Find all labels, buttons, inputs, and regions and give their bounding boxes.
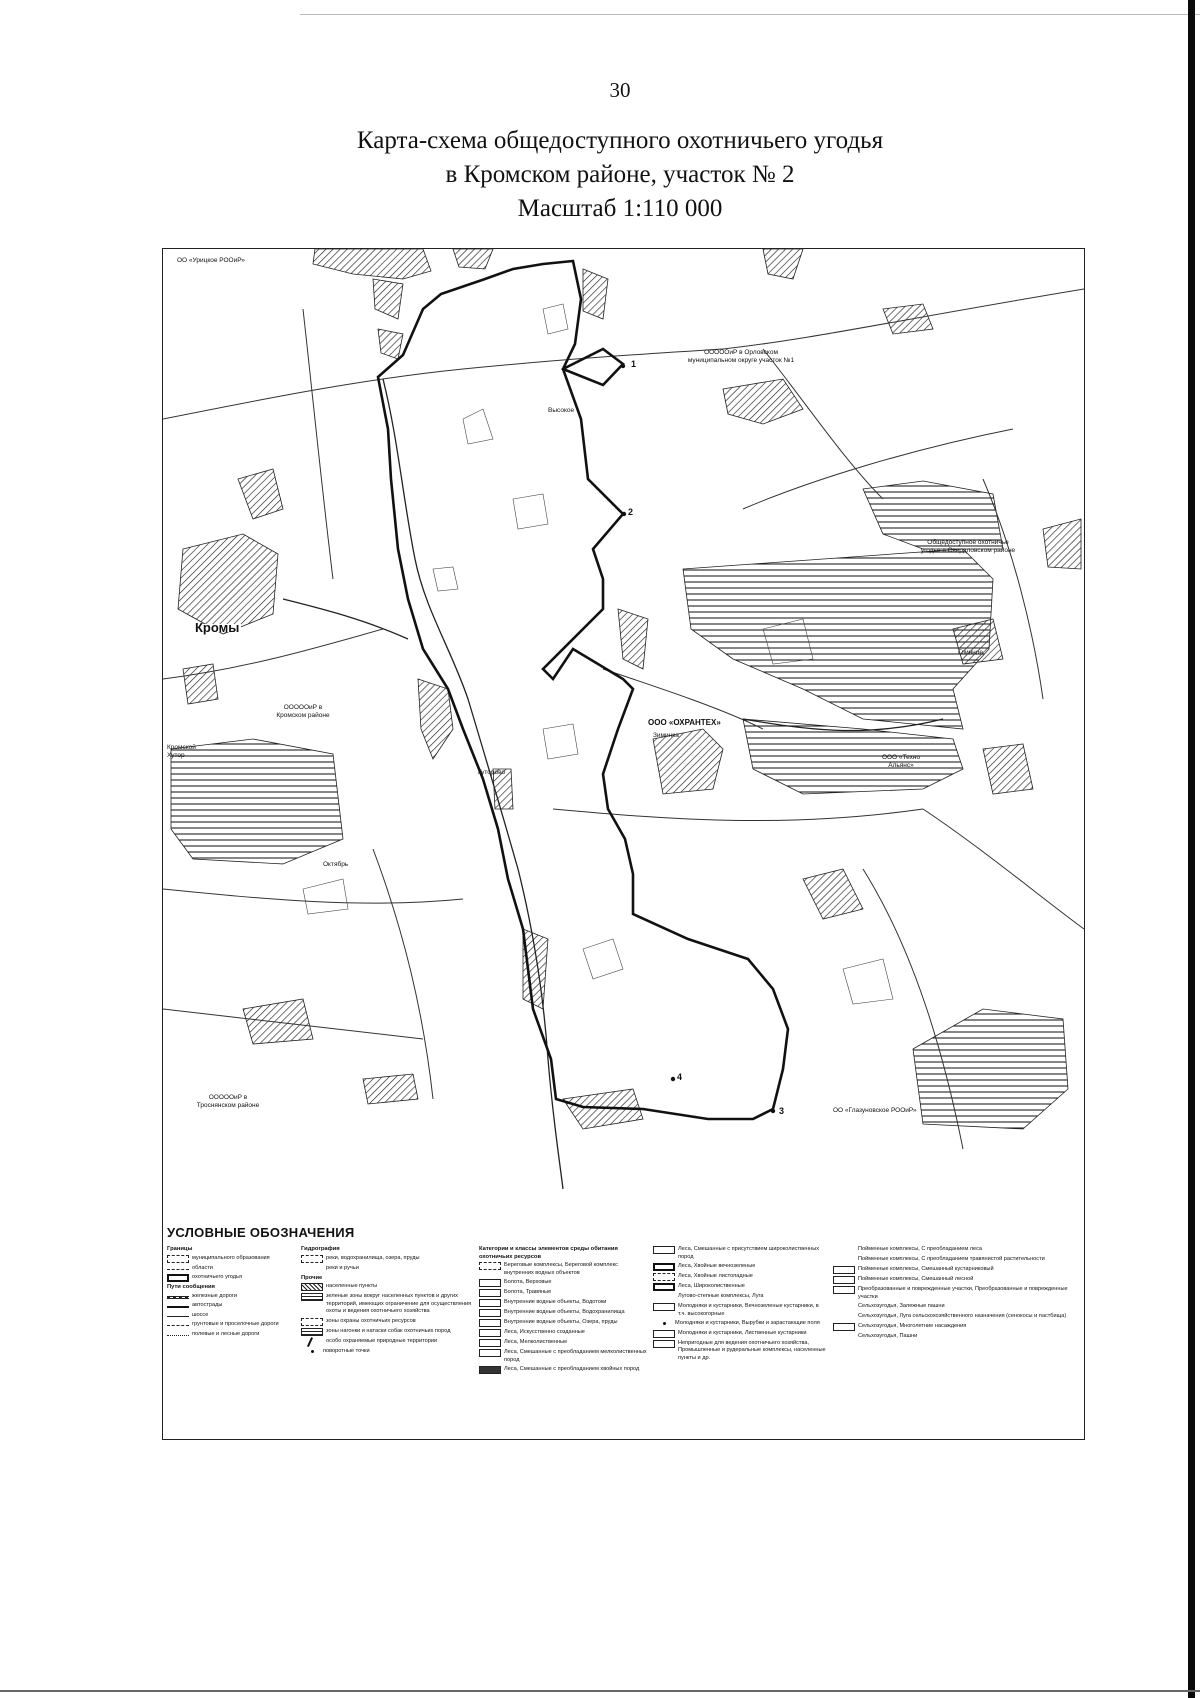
legend-item-training: зоны нагонки и натаски собак охотничьих пород (301, 1328, 473, 1336)
arable-land-icon (833, 1333, 855, 1341)
legend-item-municipal: муниципального образования (167, 1255, 297, 1263)
map-legend (162, 1222, 1085, 1440)
legend-item-flood-forest: Пойменные комплексы, С преобладанием леса (833, 1246, 1078, 1254)
legend-item-agri-arable: Сельхозугодья, Пашни (833, 1333, 1078, 1341)
shosse-icon (167, 1316, 189, 1317)
bottom-rule (0, 1690, 1200, 1692)
legend-head-other: Прочие (301, 1274, 323, 1281)
legend-item-agri-meadow: Сельхозугодья, Луга сельскохозяйственного назначения (сенокосы и пастбища) (833, 1313, 1078, 1321)
label-neighbor-trosnyansky: ОООООиР в Троснянском районе (196, 1094, 260, 1109)
floodplain-forest-icon (833, 1246, 855, 1254)
legend-head-habitat: Категории и классы элементов среды обитания охотничьих ресурсов (479, 1246, 618, 1260)
deciduous-shrub-icon (653, 1330, 675, 1338)
unsuitable-land-icon (653, 1340, 675, 1348)
legend-column-habitat-1 (479, 1246, 649, 1376)
bog-grass-icon (479, 1289, 501, 1297)
turning-point-icon (311, 1350, 314, 1353)
legend-head-hydro: Гидрография (301, 1246, 340, 1252)
meadow-icon (653, 1293, 675, 1301)
legend-item-flood-grass: Пойменные комплексы, С преобладанием травянистой растительности (833, 1256, 1078, 1264)
legend-column-borders (167, 1246, 297, 1340)
planted-forest-icon (479, 1329, 501, 1337)
boundary-point-label-3: 3 (779, 1106, 785, 1116)
legend-column-habitat-3 (833, 1246, 1078, 1343)
map-scale: Масштаб 1:110 000 (517, 195, 723, 222)
river-2 (283, 599, 408, 639)
river-1 (383, 379, 563, 1189)
legend-item-rivers: реки, водохранилища, озера, пруды (301, 1255, 473, 1263)
legend-item-forest-conifer-decid: Леса, Хвойные листопадные (653, 1273, 828, 1281)
zone-east-top (683, 549, 993, 729)
oblast-boundary-icon (167, 1269, 189, 1270)
highland-shrub-icon (653, 1303, 675, 1311)
green-zone-icon (301, 1293, 323, 1301)
floodplain-grass-icon (833, 1256, 855, 1264)
small-leaved-forest-icon (479, 1339, 501, 1347)
settlement-kromy-north (238, 469, 283, 519)
label-village-vysokoe: Высокое (548, 407, 575, 414)
legend-item-young-high: Молодняки и кустарники, Вечнозеленые кустарники, в т.ч. высокогорные (653, 1303, 828, 1318)
settlement-lower-1 (803, 869, 863, 919)
road-7 (763, 349, 883, 499)
legend-item-forest-broad: Леса, Широколиственные (653, 1283, 828, 1291)
settlement-center-1 (618, 609, 648, 669)
mixed-broadleaf-forest-icon (653, 1246, 675, 1254)
broadleaf-forest-icon (653, 1283, 675, 1291)
label-neighbor-glazunovskoe: ОО «Глазуновское РООиР» (833, 1107, 917, 1114)
page-edge-shadow (1188, 0, 1195, 1698)
boundary-point-label-2: 2 (628, 507, 634, 517)
top-rule (300, 14, 1200, 15)
clearing-icon (663, 1322, 666, 1325)
settlement-north-east (883, 304, 933, 334)
map-title-line-1: Карта-схема общедоступного охотничьего угодья (356, 127, 884, 154)
legend-item-flood-shrub: Пойменные комплексы, Смешанный кустарниковый (833, 1266, 1078, 1274)
settlement-north-2 (763, 249, 803, 279)
boundary-point-label-1: 1 (631, 359, 637, 369)
legend-item-forest-mixed-conifer: Леса, Смешанные с преобладанием хвойных пород (479, 1366, 649, 1374)
legend-item-unsuitable: Непригодные для ведения охотничьего хозяйства, Промышленные и рудеральные комплексы, населенные пункты и др. (653, 1340, 828, 1363)
legend-item-bog-moss: Болота, Верховые (479, 1279, 649, 1287)
evergreen-conifer-icon (653, 1263, 675, 1271)
settlement-top-center (453, 249, 493, 269)
legend-item-rail: железные дороги (167, 1293, 297, 1301)
stream-icon (301, 1265, 323, 1273)
legend-item-young-decid: Молодняки и кустарники, Лиственные кустарники (653, 1330, 828, 1338)
label-town-kromy: Кромы (195, 620, 240, 635)
highway-icon (167, 1306, 189, 1308)
legend-item-turning: поворотные точки (301, 1348, 473, 1356)
legend-item-hunting: охотничьего угодья (167, 1274, 297, 1282)
legend-head-roads: Пути сообщения (167, 1284, 215, 1290)
label-neighbor-orlovsky: ОООООиР в Орловском муниципальном округе участок №1 (687, 349, 795, 364)
settlement-north-center (378, 329, 403, 359)
turning-point-4 (671, 1077, 675, 1081)
reservoir-icon (479, 1309, 501, 1317)
bog-moss-icon (479, 1279, 501, 1287)
legend-item-green: зеленые зоны вокруг населенных пунктов и других территорий, имеющих ограничение для осуществления охоты и ведения охотничьего хозяйства (301, 1293, 473, 1316)
mixed-conifer-forest-icon (479, 1366, 501, 1374)
legend-item-agri-perennial: Сельхозугодья, Многолетние насаждения (833, 1323, 1078, 1331)
road-12 (373, 849, 433, 1099)
floodplain-shrub-icon (833, 1266, 855, 1274)
settlement-south-3 (363, 1074, 418, 1104)
road-1 (163, 349, 723, 419)
settlement-north-1 (583, 269, 608, 319)
water-stream-icon (479, 1299, 501, 1307)
settlement-kromy (178, 534, 278, 634)
railway-icon (167, 1296, 189, 1299)
legend-item-field: полевые и лесные дороги (167, 1331, 297, 1339)
protection-zone-icon (301, 1318, 323, 1326)
legend-item-shosse: шоссе (167, 1312, 297, 1320)
floodplain-mixed-icon (833, 1276, 855, 1284)
label-village-gutorovo: Гуторово (478, 769, 506, 776)
settlement-top-left (313, 249, 431, 279)
road-8 (163, 889, 463, 903)
hunting-boundary-icon (167, 1274, 189, 1282)
legend-item-meadow: Лугово-степные комплексы, Луга (653, 1293, 828, 1301)
label-village-oktyabr: Октябрь (323, 861, 349, 868)
legend-item-forest-planted: Леса, Искусственно созданные (479, 1329, 649, 1337)
settlement-east-1 (983, 744, 1033, 794)
settlement-west (183, 664, 218, 704)
legend-item-transformed: Преобразованные и поврежденные участки, Преобразованные и поврежденные участки (833, 1286, 1078, 1301)
dog-training-zone-icon (301, 1328, 323, 1336)
legend-head-borders: Границы (167, 1246, 193, 1252)
road-4 (303, 309, 333, 579)
legend-item-bog-grass: Болота, Травяные (479, 1289, 649, 1297)
road-9 (923, 809, 1084, 929)
legend-item-highway: автострады (167, 1302, 297, 1310)
legend-item-flood-mixed: Пойменные комплексы, Смешанный лесной (833, 1276, 1078, 1284)
settlement-icon (301, 1283, 323, 1291)
settlement-south-2 (243, 999, 313, 1044)
label-neighbor-sverdlovsky: Общедоступное охотничье угодье в Свердловском районе (920, 539, 1016, 554)
legend-item-reserve: особо охраняемые природные территории (301, 1338, 473, 1346)
water-body-icon (301, 1255, 323, 1263)
legend-item-streams: реки и ручьи (301, 1265, 473, 1273)
label-village-ziminka: Зиминка (653, 732, 679, 739)
legend-item-water-lake: Внутренние водные объекты, Озера, пруды (479, 1319, 649, 1327)
legend-item-protect: зоны охраны охотничьих ресурсов (301, 1318, 473, 1326)
perennial-plantation-icon (833, 1323, 855, 1331)
dashed-boundary-icon (167, 1255, 189, 1263)
legend-item-forest-small: Леса, Мелколиственные (479, 1339, 649, 1347)
lake-icon (479, 1319, 501, 1327)
legend-item-shore: Береговые комплексы, Береговой комплекс внутренних водных объектов (479, 1262, 649, 1277)
dirt-road-icon (167, 1325, 189, 1326)
label-neighbor-tekhno: ООО «Техно Альянс» (881, 754, 921, 769)
legend-column-habitat-2 (653, 1246, 828, 1364)
fallow-icon (833, 1303, 855, 1311)
legend-item-settlements: населенные пункты (301, 1283, 473, 1291)
legend-item-forest-mixed-small: Леса, Смешанные с преобладанием мелколиственных пород (479, 1349, 649, 1364)
turning-point-1 (621, 364, 625, 368)
turning-point-3 (771, 1109, 775, 1113)
legend-item-dirt: грунтовые и проселочные дороги (167, 1321, 297, 1329)
settlement-north (373, 279, 403, 319)
legend-item-forest-conifer-ever: Леса, Хвойные вечнозеленые (653, 1263, 828, 1271)
map-frame[interactable] (162, 248, 1085, 1224)
hayfield-icon (833, 1313, 855, 1321)
label-neighbor-ohrantex: ООО «ОХРАНТЕХ» (648, 718, 721, 727)
legend-title: УСЛОВНЫЕ ОБОЗНАЧЕНИЯ (167, 1225, 355, 1240)
transformed-land-icon (833, 1286, 855, 1294)
legend-item-water-reservoir: Внутренние водные объекты, Водохранилища (479, 1309, 649, 1317)
label-village-glinnoe: Глинное (958, 649, 983, 656)
legend-item-young-clearing: Молодняки и кустарники, Вырубки и зарастающие поля (653, 1320, 828, 1328)
zone-south-east (913, 1009, 1068, 1129)
mixed-forest-icon (479, 1349, 501, 1357)
deciduous-conifer-icon (653, 1273, 675, 1281)
legend-column-hydro-other (301, 1246, 473, 1357)
map-title-line-2: в Кромском районе, участок № 2 (445, 161, 795, 188)
legend-item-forest-mixed-broad: Леса, Смешанные с присутствием широколиственных пород (653, 1246, 828, 1261)
label-neighbor-kromskoy: ОООООиР в Кромском районе (276, 704, 330, 719)
legend-item-oblast: области (167, 1265, 297, 1273)
field-road-icon (167, 1335, 189, 1336)
boundary-point-label-4: 4 (677, 1072, 683, 1082)
page-number: 30 (609, 78, 631, 102)
reserve-icon (301, 1338, 323, 1346)
map-canvas (163, 249, 1084, 1223)
legend-item-water-stream: Внутренние водные объекты, Водотоки (479, 1299, 649, 1307)
label-neighbor-urickoe: ОО «Урицкое РООиР» (177, 257, 245, 264)
legend-item-agri-fallow: Сельхозугодья, Залежные пашни (833, 1303, 1078, 1311)
settlement-far-ne (1043, 519, 1081, 569)
turning-point-2 (622, 512, 626, 516)
label-village-kromskoy-khutor: Кромской Хутор (167, 744, 196, 759)
shore-icon (479, 1262, 501, 1270)
